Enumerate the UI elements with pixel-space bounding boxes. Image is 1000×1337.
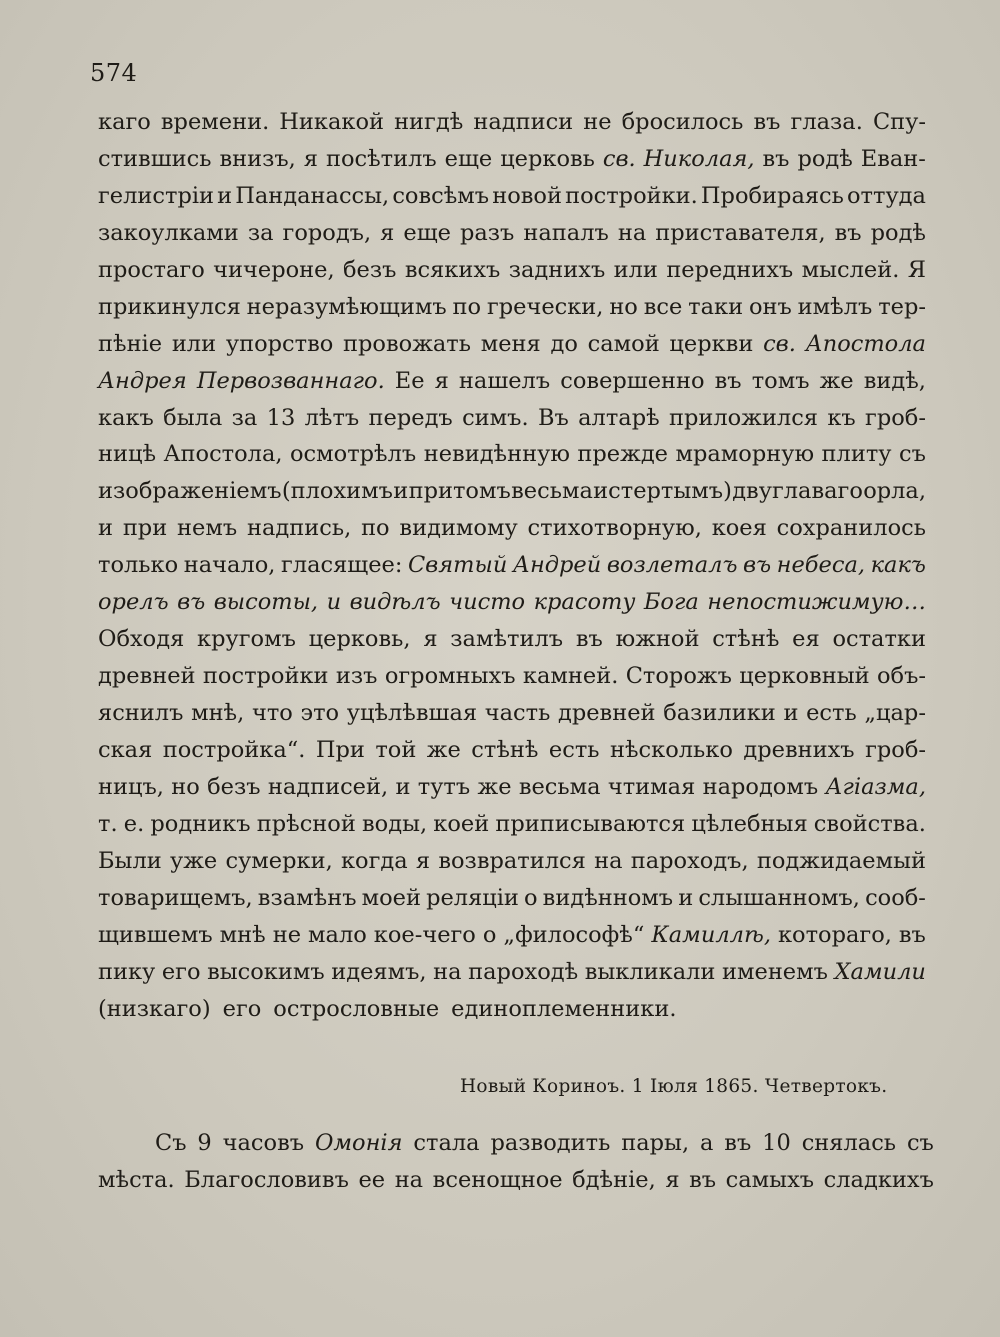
word: часовъ	[222, 1130, 305, 1156]
word: бдѣніе,	[572, 1166, 656, 1193]
word: сооб-	[865, 884, 926, 911]
word: городъ,	[282, 219, 372, 246]
word: Обходя	[98, 626, 185, 653]
word: еще	[403, 219, 451, 246]
word: народомъ	[702, 773, 819, 800]
word: мнѣ	[219, 921, 266, 948]
word: пароходъ,	[630, 847, 749, 874]
word: за	[247, 219, 274, 246]
word: лѣтъ	[304, 404, 360, 431]
word: взамѣнъ	[257, 884, 357, 911]
word: я	[423, 626, 438, 653]
word: таки	[688, 293, 744, 320]
word: и	[393, 478, 409, 505]
word: поджидаемый	[756, 847, 926, 874]
word: родѣ	[797, 145, 853, 172]
word: немъ	[177, 515, 238, 542]
word: когда	[340, 847, 408, 874]
word: Ее	[394, 367, 425, 394]
word: постройка“.	[162, 736, 306, 763]
word: нигдѣ	[394, 109, 464, 135]
word: коея	[711, 515, 767, 542]
italic-word: въ	[177, 589, 206, 616]
word: двуглаваго	[732, 478, 863, 505]
word: въ	[575, 626, 603, 653]
word: древнихъ	[743, 736, 855, 763]
word: южной	[615, 626, 700, 653]
word: моей	[361, 884, 421, 911]
word: Сторожъ	[625, 663, 732, 690]
word: щившемъ	[98, 921, 213, 948]
word: (плохимъ	[281, 478, 393, 505]
text-line	[98, 769, 926, 806]
word: свойства.	[813, 810, 926, 837]
text-line	[98, 621, 926, 658]
word: нѣсколько	[609, 736, 733, 763]
word: оттуда	[847, 182, 926, 209]
word: стившись	[98, 145, 212, 172]
text-line	[98, 510, 926, 547]
word: я	[380, 219, 395, 246]
word: прежде	[577, 441, 668, 468]
word: е.	[123, 810, 145, 837]
word: видѣ,	[863, 367, 926, 394]
italic-word: небеса,	[776, 552, 866, 579]
text-line	[98, 695, 926, 732]
word: Еван-	[860, 145, 926, 172]
word: посѣтилъ	[325, 145, 437, 172]
word: по	[452, 293, 482, 320]
italic-word: св.	[763, 330, 796, 357]
word: приписываются	[495, 810, 686, 837]
word: кое-чего	[373, 921, 476, 948]
word: надписей,	[267, 773, 389, 800]
word: прикинулся	[98, 293, 241, 320]
word: 9	[197, 1130, 212, 1156]
page-number: 574	[90, 59, 138, 87]
word: къ	[827, 404, 856, 431]
word: Панданассы,	[235, 182, 390, 209]
word: переднихъ	[666, 256, 794, 283]
word: камней.	[522, 663, 619, 690]
word: на	[394, 1166, 424, 1193]
italic-word: Агіазма,	[825, 773, 926, 800]
word: какъ	[98, 404, 154, 431]
word: мраморную	[675, 441, 815, 468]
word: гелистріи	[98, 182, 215, 209]
word: видѣнномъ	[542, 884, 674, 911]
italic-word: какъ	[870, 552, 926, 579]
word: цѣлебныя	[691, 810, 808, 837]
word: это	[300, 700, 340, 726]
italic-word: красоту	[533, 589, 636, 616]
word: гроб-	[865, 736, 926, 763]
text-line	[98, 732, 926, 769]
word: весьма	[518, 773, 601, 800]
word: томъ	[751, 367, 810, 394]
word: мыслей.	[801, 256, 900, 283]
word: т.	[98, 810, 118, 837]
word: тер-	[878, 293, 926, 320]
word: родѣ	[870, 219, 926, 246]
word: прѣсной	[256, 810, 356, 837]
word: онъ	[748, 293, 792, 320]
word: есть	[548, 736, 600, 763]
word: на	[617, 219, 647, 246]
word: острословные	[273, 995, 440, 1022]
word: кругомъ	[197, 626, 296, 653]
word: не	[583, 109, 612, 135]
word: по	[361, 515, 390, 542]
word: заднихъ	[508, 256, 606, 283]
word: и	[678, 884, 694, 911]
word: мѣста.	[98, 1166, 175, 1193]
word: я	[434, 367, 449, 394]
word: имѣлъ	[797, 293, 873, 320]
word: сохранилось	[776, 515, 926, 542]
italic-word: Камиллѣ,	[651, 921, 771, 948]
word: изъ	[335, 663, 378, 690]
word: коей	[433, 810, 490, 837]
text-line	[98, 1162, 934, 1199]
text-line	[98, 843, 926, 880]
word: глаза.	[790, 109, 863, 135]
word: возвратился	[438, 847, 586, 874]
word: истертымъ)	[593, 478, 732, 505]
word: о	[482, 921, 497, 948]
word: новой	[492, 182, 562, 209]
text-line	[98, 880, 926, 917]
word: гласящее:	[280, 552, 403, 579]
word: самой	[587, 330, 660, 357]
word: воды,	[362, 810, 428, 837]
word: за	[231, 404, 258, 431]
text-line	[98, 917, 926, 954]
word: всенощное	[432, 1166, 563, 1193]
word: есть	[806, 700, 857, 726]
word: нашелъ	[458, 367, 551, 394]
text-line	[98, 806, 926, 843]
word: или	[171, 330, 217, 357]
word: церкви	[669, 330, 754, 357]
word: высокимъ	[207, 958, 325, 985]
word: уцѣлѣвшая	[346, 700, 478, 726]
text-line	[98, 436, 926, 473]
word: уже	[169, 847, 218, 874]
word: совершенно	[560, 367, 705, 394]
text-line	[98, 991, 926, 1028]
word: что	[251, 700, 293, 726]
word: часть	[484, 700, 551, 726]
italic-word: Андрея	[98, 367, 187, 394]
word: притомъ	[408, 478, 511, 505]
word: мнѣ,	[191, 700, 245, 726]
italic-word: непостижимую…	[707, 589, 926, 616]
word: объ-	[876, 663, 926, 690]
word: напалъ	[523, 219, 609, 246]
text-line	[98, 658, 926, 695]
text-line	[98, 252, 926, 289]
word: мало	[308, 921, 367, 948]
word: я	[665, 1166, 680, 1193]
word: разъ	[459, 219, 515, 246]
word: Благословивъ	[184, 1166, 349, 1193]
italic-word: въ	[743, 552, 772, 579]
word: гроб-	[865, 404, 926, 431]
word: въ	[898, 921, 926, 948]
italic-word: Хамили	[834, 958, 926, 985]
word: орла,	[863, 478, 926, 505]
word: провожать	[343, 330, 471, 357]
word: чичероне,	[213, 256, 335, 283]
word: пароходѣ	[468, 958, 579, 985]
word: церковь,	[308, 626, 411, 653]
paragraph-second	[98, 1125, 934, 1199]
italic-word: Омонія	[314, 1130, 403, 1156]
text-line	[98, 547, 926, 584]
word: разводить	[490, 1130, 611, 1156]
word: Никакой	[279, 109, 384, 135]
word: приложился	[668, 404, 819, 431]
word: сумерки,	[225, 847, 333, 874]
word: я	[415, 847, 431, 874]
word: древней	[557, 700, 656, 726]
text-line	[98, 141, 926, 178]
word: огромныхъ	[384, 663, 516, 690]
word: совсѣмъ	[392, 182, 490, 209]
word: „философѣ“	[503, 921, 645, 948]
italic-word: орелъ	[98, 589, 169, 616]
word: и	[395, 773, 411, 800]
word: 10	[762, 1130, 791, 1156]
word: внизъ,	[219, 145, 296, 172]
word: 13	[266, 404, 296, 431]
word: простаго	[98, 256, 205, 283]
word: же	[477, 773, 512, 800]
word: всякихъ	[404, 256, 501, 283]
word: гречески,	[486, 293, 604, 320]
word: идеямъ,	[331, 958, 427, 985]
word: о	[524, 884, 538, 911]
word: товарищемъ,	[98, 884, 253, 911]
word: надпись,	[246, 515, 352, 542]
word: въ	[753, 109, 781, 135]
word: неразумѣющимъ	[246, 293, 447, 320]
word: ее	[358, 1166, 386, 1193]
word: въ	[834, 219, 862, 246]
word: и	[783, 700, 799, 726]
word: единоплеменники.	[451, 995, 677, 1022]
word: слышанномъ,	[698, 884, 860, 911]
word: весьма	[511, 478, 593, 505]
word: его	[222, 995, 262, 1022]
word: я	[303, 145, 318, 172]
word: плиту	[821, 441, 892, 468]
word: котораго,	[777, 921, 892, 948]
word: но	[609, 293, 638, 320]
word: Я	[907, 256, 926, 283]
dateline: Новый Кориноъ. 1 Іюля 1865. Четвертокъ.	[460, 1076, 888, 1097]
word: а	[699, 1130, 714, 1156]
italic-word: Апостола	[805, 330, 926, 357]
word: не	[272, 921, 302, 948]
word: закоулками	[98, 219, 239, 246]
text-line	[98, 178, 926, 215]
word: древней	[98, 663, 196, 690]
word: Были	[98, 847, 162, 874]
text-line	[98, 289, 926, 326]
word: ницѣ	[98, 441, 157, 468]
word: начало,	[183, 552, 276, 579]
word: пику	[98, 958, 156, 985]
italic-word: св.	[602, 145, 636, 172]
word: замѣтилъ	[450, 626, 564, 653]
word: на	[433, 958, 462, 985]
text-line	[98, 326, 926, 363]
word: и	[98, 515, 113, 542]
word: чтимая	[607, 773, 696, 800]
word: осмотрѣлъ	[290, 441, 417, 468]
word: яснилъ	[98, 700, 184, 726]
word: при	[122, 515, 168, 542]
text-line	[98, 363, 926, 400]
word: и	[217, 182, 233, 209]
word: времени.	[160, 109, 270, 135]
text-line	[98, 104, 926, 141]
word: родникъ	[150, 810, 251, 837]
word: но	[171, 773, 200, 800]
word: постройки	[202, 663, 329, 690]
word: церковь	[500, 145, 595, 172]
word: еще	[444, 145, 493, 172]
italic-word: видѣлъ	[349, 589, 441, 616]
word: въ	[762, 145, 790, 172]
italic-word: высоты,	[213, 589, 319, 616]
word: была	[163, 404, 223, 431]
word: все	[643, 293, 683, 320]
word: приставателя,	[655, 219, 826, 246]
word: надписи	[473, 109, 574, 135]
word: церковный	[739, 663, 870, 690]
italic-word: Бога	[643, 589, 699, 616]
text-line	[98, 954, 926, 991]
word: снялась	[801, 1130, 897, 1156]
word: ницъ,	[98, 773, 164, 800]
word: въ	[714, 367, 742, 394]
italic-word: чисто	[449, 589, 526, 616]
word: въ	[689, 1166, 717, 1193]
word: до	[550, 330, 578, 357]
word: передъ	[368, 404, 453, 431]
word: или	[613, 256, 658, 283]
word: именемъ	[722, 958, 828, 985]
italic-word: Святый	[407, 552, 508, 579]
word: ская	[98, 736, 153, 763]
text-line	[98, 400, 926, 437]
word: бросилось	[621, 109, 744, 135]
word: При	[315, 736, 365, 763]
word: же	[426, 736, 461, 763]
word: невидѣнную	[423, 441, 570, 468]
word: стѣнѣ	[471, 736, 539, 763]
word: постройки.	[565, 182, 698, 209]
word: пары,	[621, 1130, 690, 1156]
word: на	[594, 847, 623, 874]
word: Апостола,	[163, 441, 283, 468]
word: „цар-	[864, 700, 926, 726]
italic-word: и	[326, 589, 342, 616]
word: только	[98, 552, 179, 579]
word: симъ.	[462, 404, 529, 431]
word: каго	[98, 109, 151, 135]
word: стала	[413, 1130, 480, 1156]
word: алтарѣ	[578, 404, 660, 431]
word: же	[819, 367, 854, 394]
word: упорство	[225, 330, 334, 357]
word: той	[375, 736, 417, 763]
word: меня	[480, 330, 541, 357]
word: безъ	[207, 773, 261, 800]
word: съ	[906, 1130, 934, 1156]
italic-word: Первозваннаго.	[196, 367, 385, 394]
word: видимому	[399, 515, 518, 542]
word: стихотворную,	[527, 515, 702, 542]
word: сладкихъ	[823, 1166, 934, 1193]
word: остатки	[832, 626, 926, 653]
word: съ	[898, 441, 926, 468]
word: пѣніе	[98, 330, 163, 357]
word: ея	[792, 626, 820, 653]
word: тутъ	[417, 773, 471, 800]
word: (низкаго)	[98, 995, 211, 1022]
text-line	[98, 584, 926, 621]
text-line	[98, 1125, 934, 1162]
word: базилики	[663, 700, 776, 726]
italic-word: Андрей	[512, 552, 602, 579]
word: его	[161, 958, 201, 985]
word: реляціи	[426, 884, 519, 911]
word: Пробираясь	[700, 182, 844, 209]
paragraph-main	[98, 104, 926, 1027]
word: стѣнѣ	[712, 626, 780, 653]
word: Въ	[537, 404, 569, 431]
text-line	[98, 215, 926, 252]
word: Съ	[155, 1130, 187, 1156]
word: выкликали	[584, 958, 716, 985]
word: самыхъ	[725, 1166, 815, 1193]
text-line	[98, 473, 926, 510]
word: въ	[724, 1130, 752, 1156]
italic-word: возлеталъ	[606, 552, 738, 579]
word: изображеніемъ	[98, 478, 282, 505]
word: безъ	[342, 256, 397, 283]
word: Спу-	[872, 109, 926, 135]
italic-word: Николая,	[643, 145, 755, 172]
